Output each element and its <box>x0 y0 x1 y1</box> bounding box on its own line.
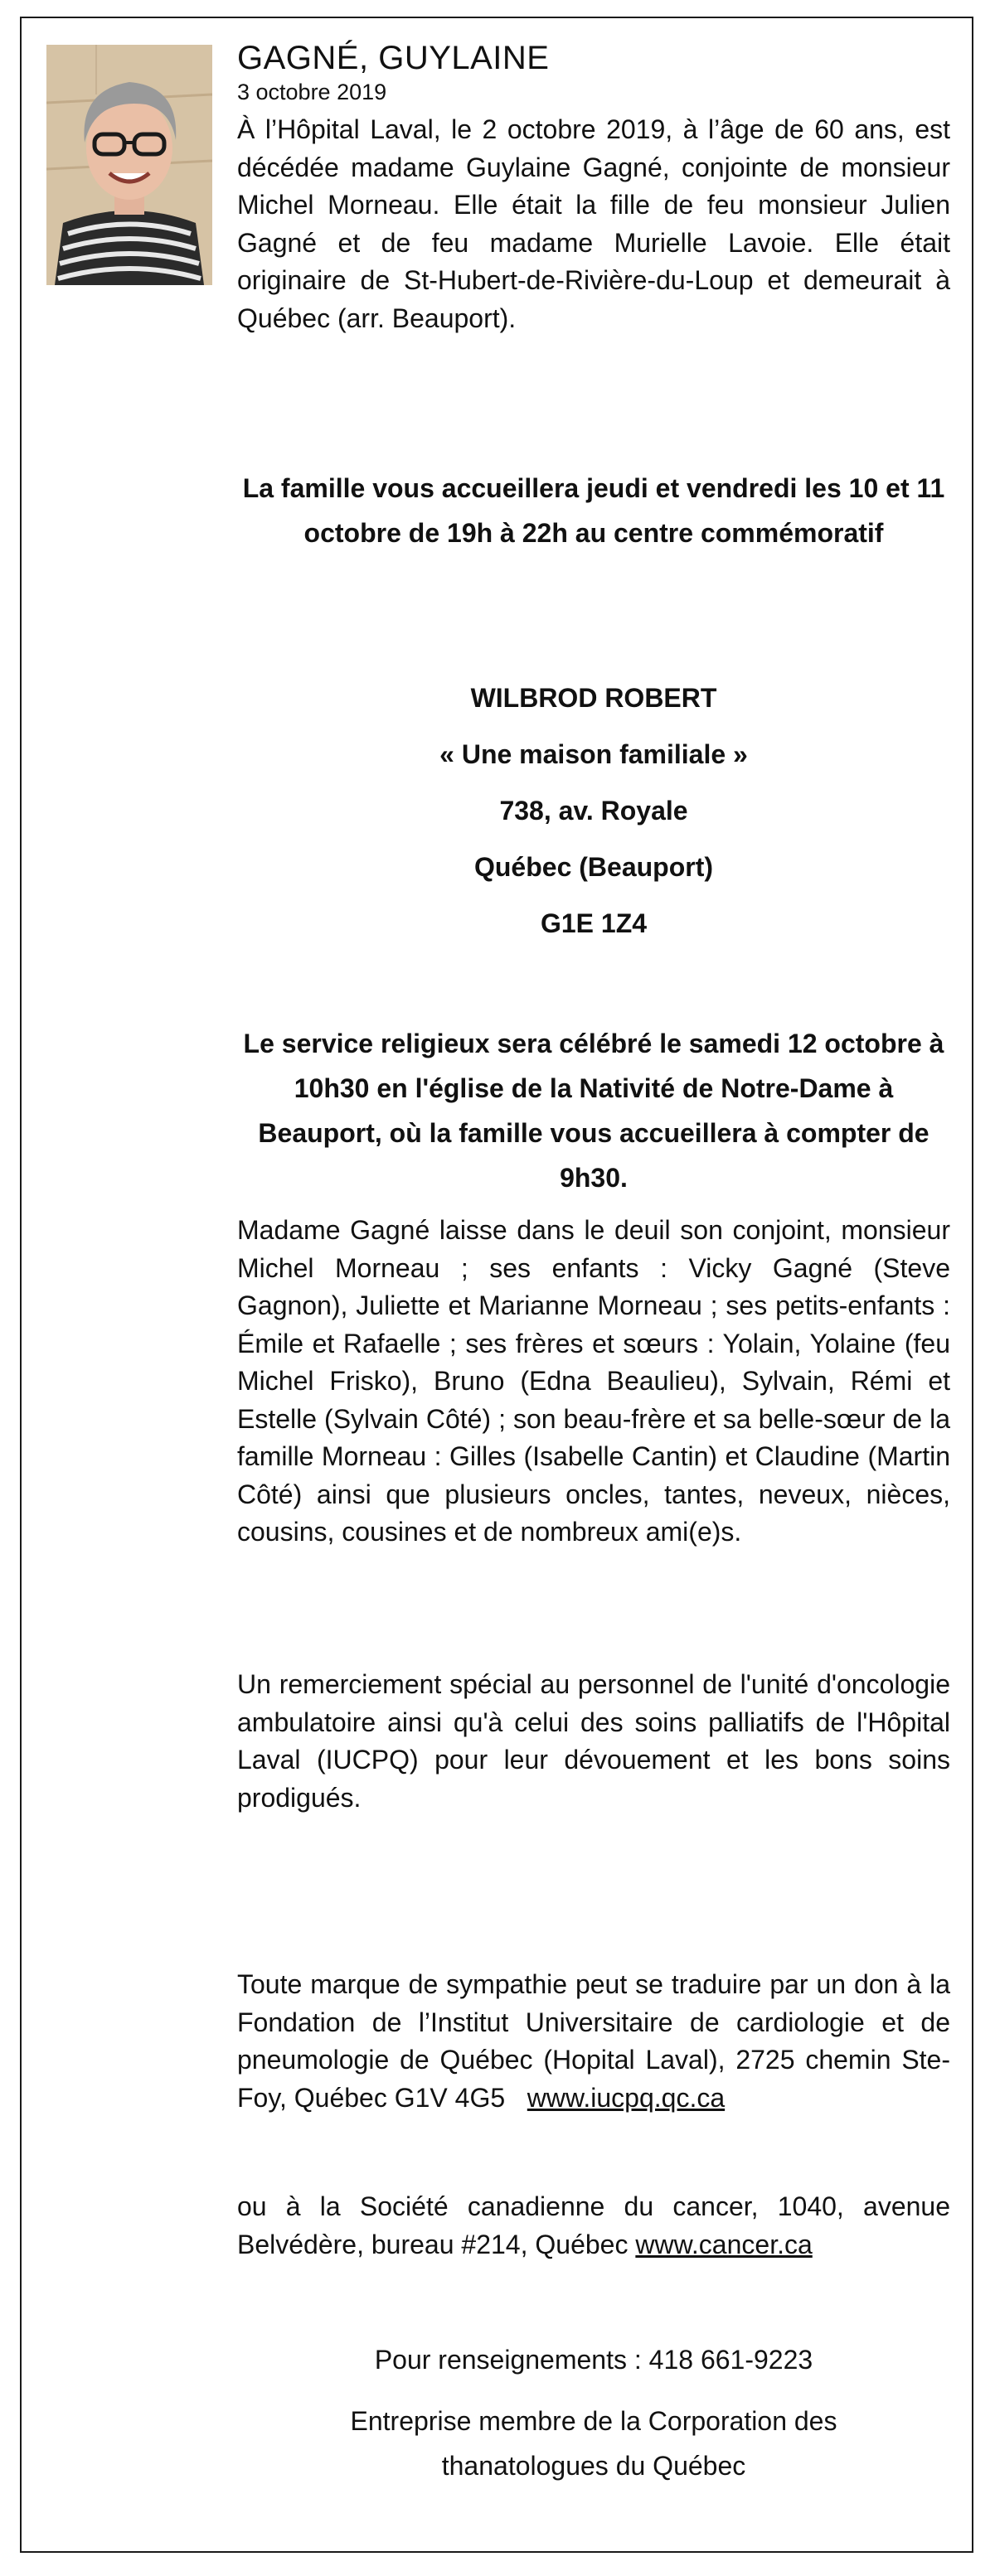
member-line-2: thanatologues du Québec <box>441 2451 746 2481</box>
funeral-home-block <box>237 670 950 951</box>
thanks-paragraph: Un remerciement spécial au personnel de l'unité d'oncologie ambulatoire ainsi qu'à celui des soins palliatifs de l'Hôpital Laval (IUCPQ) pour leur dévouement et les bons soins prodigués. <box>237 1669 950 1813</box>
iucpq-link[interactable]: www.iucpq.qc.ca <box>527 2082 726 2113</box>
info-line: Pour renseignements : 418 661-9223 <box>374 2345 813 2375</box>
obituary-header <box>237 38 950 337</box>
survivors-paragraph: Madame Gagné laisse dans le deuil son conjoint, monsieur Michel Morneau ; ses enfants : Vicky Gagné (Steve Gagnon), Juliette et Marianne Morneau ; ses petits-enfants : Émile et Rafaelle ; ses frères et sœurs : Yolain, Yolaine (feu Michel Frisko), Bruno (Edna Beaulieu), Sylvain, Rémi et Estelle (Sylvain Côté) ; son beau-frère et sa belle-sœur de la famille Morneau : Gilles (Isabelle Cantin) et Claudine (Martin Côté) ainsi que plusieurs oncles, tantes, neveux, nièces, cousins, cousines et de nombreux ami(e)s. <box>237 1215 950 1547</box>
funeral-home-name: WILBROD ROBERT <box>470 683 717 713</box>
service-notice: Le service religieux sera célébré le samedi 12 octobre à 10h30 en l'église de la Nativité de Notre-Dame à Beauport, où la famille vous accueillera à compter de 9h30. <box>243 1029 944 1193</box>
funeral-home-postal-code: G1E 1Z4 <box>540 908 648 938</box>
funeral-home-address: 738, av. Royale <box>499 796 688 826</box>
intro-paragraph: À l’Hôpital Laval, le 2 octobre 2019, à l’âge de 60 ans, est décédée madame Guylaine Gagné, conjointe de monsieur Michel Morneau. Elle était la fille de feu monsieur Julien Gagné et de feu madame Murielle Lavoie. Elle était originaire de St-Hubert-de-Rivière-du-Loup et demeurait à Québec (arr. Beauport). <box>237 114 950 333</box>
member-line-1: Entreprise membre de la Corporation des <box>350 2406 837 2436</box>
member-notice <box>237 2399 950 2488</box>
deceased-name: GAGNÉ, GUYLAINE <box>237 40 550 76</box>
donation-paragraph-1: Toute marque de sympathie peut se traduire par un don à la Fondation de l’Institut Universitaire de cardiologie et de pneumologie de Québec (Hopital Laval), 2725 chemin Ste-Foy, Québec G1V 4G5 www.iucpq.qc.ca <box>237 1969 950 2113</box>
funeral-home-slogan: « Une maison familiale » <box>439 739 748 769</box>
portrait-photo <box>46 45 212 285</box>
visitation-notice: La famille vous accueillera jeudi et vendredi les 10 et 11 octobre de 19h à 22h au centre commémoratif <box>242 473 945 548</box>
donation-paragraph-2: ou à la Société canadienne du cancer, 1040, avenue Belvédère, bureau #214, Québec www.cancer.ca <box>237 2191 950 2259</box>
funeral-home-city: Québec (Beauport) <box>473 852 714 882</box>
publication-date: 3 octobre 2019 <box>237 80 387 104</box>
cancer-link[interactable]: www.cancer.ca <box>635 2229 813 2259</box>
